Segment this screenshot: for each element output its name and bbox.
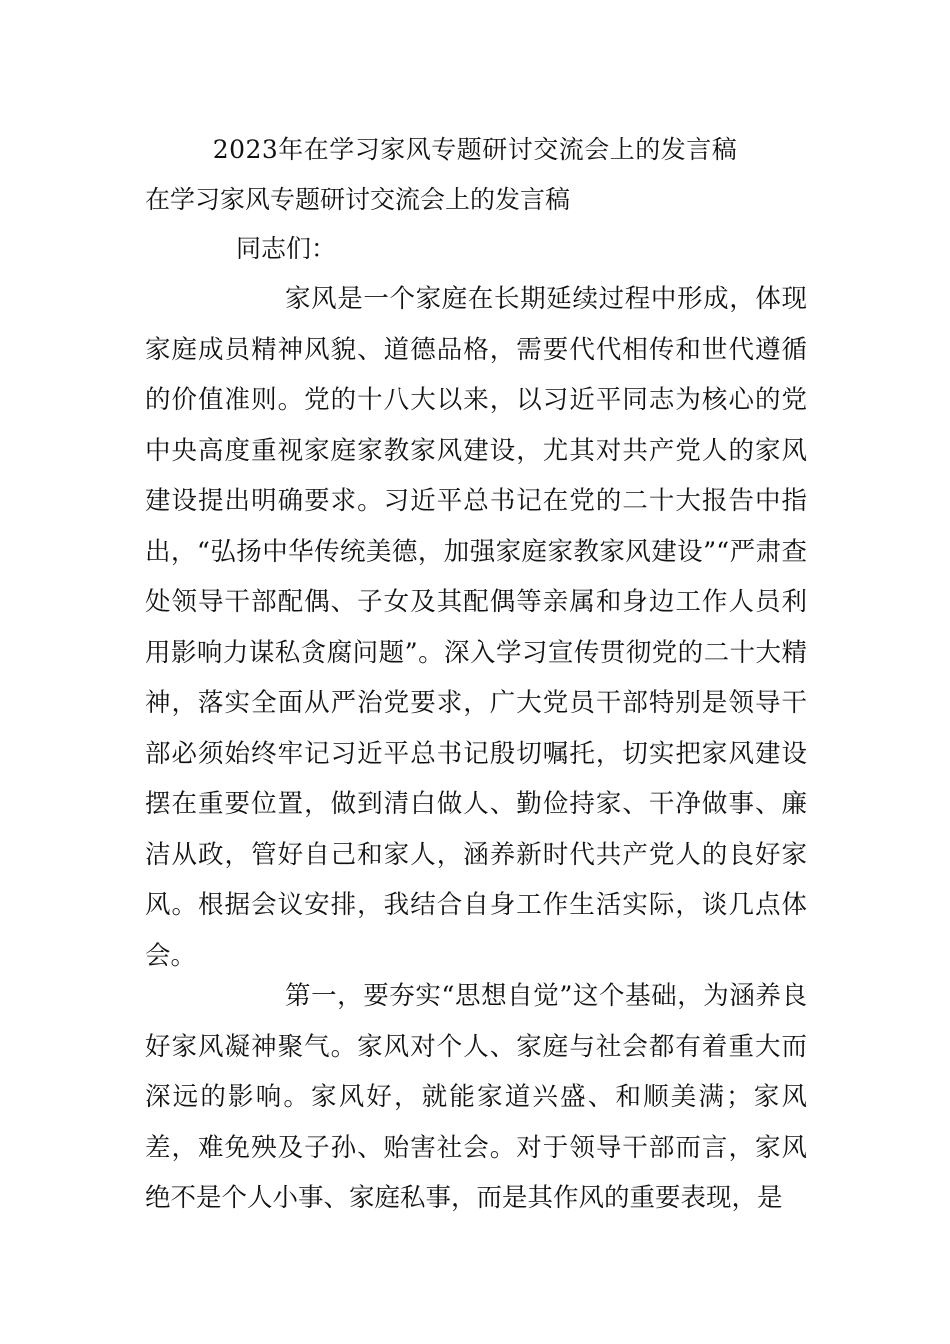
salutation: 同志们： — [236, 234, 337, 263]
body-paragraph: 家风是一个家庭在长期延续过程中形成，体现家庭成员精神风貌、道德品格，需要代代相传和世代遵循的价值准则。党的十八大以来，以习近平同志为核心的党中央高度重视家庭家教家风建设，尤其对共产党人的家风建设提出明确要求。习近平总书记在党的二十大报告中指出，“弘扬中华传统美德，加强家庭家教家风建设”“严肃查处领导干部配偶、子女及其配偶等亲属和身边工作人员利用影响力谋私贪腐问题”。深入学习宣传贯彻党的二十大精神，落实全面从严治党要求，广大党员干部特别是领导干部必须始终牢记习近平总书记殷切嘱托，切实把家风建设摆在重要位置，做到清白做人、勤俭持家、干净做事、廉洁从政，管好自己和家人，涵养新时代共产党人的良好家风。根据会议安排，我结合自身工作生活实际，谈几点体会。 — [145, 284, 807, 971]
body-paragraph: 第一，要夯实“思想自觉”这个基础，为涵养良好家风凝神聚气。家风对个人、家庭与社会都有着重大而深远的影响。家风好，就能家道兴盛、和顺美满；家风差，难免殃及子孙、贻害社会。对于领导干部而言，家风绝不是个人小事、家庭私事，而是其作风的重要表现，是 — [145, 981, 807, 1213]
document-subtitle: 在学习家风专题研讨交流会上的发言稿 — [145, 185, 571, 214]
document-title: 2023年在学习家风专题研讨交流会上的发言稿 — [212, 135, 738, 164]
